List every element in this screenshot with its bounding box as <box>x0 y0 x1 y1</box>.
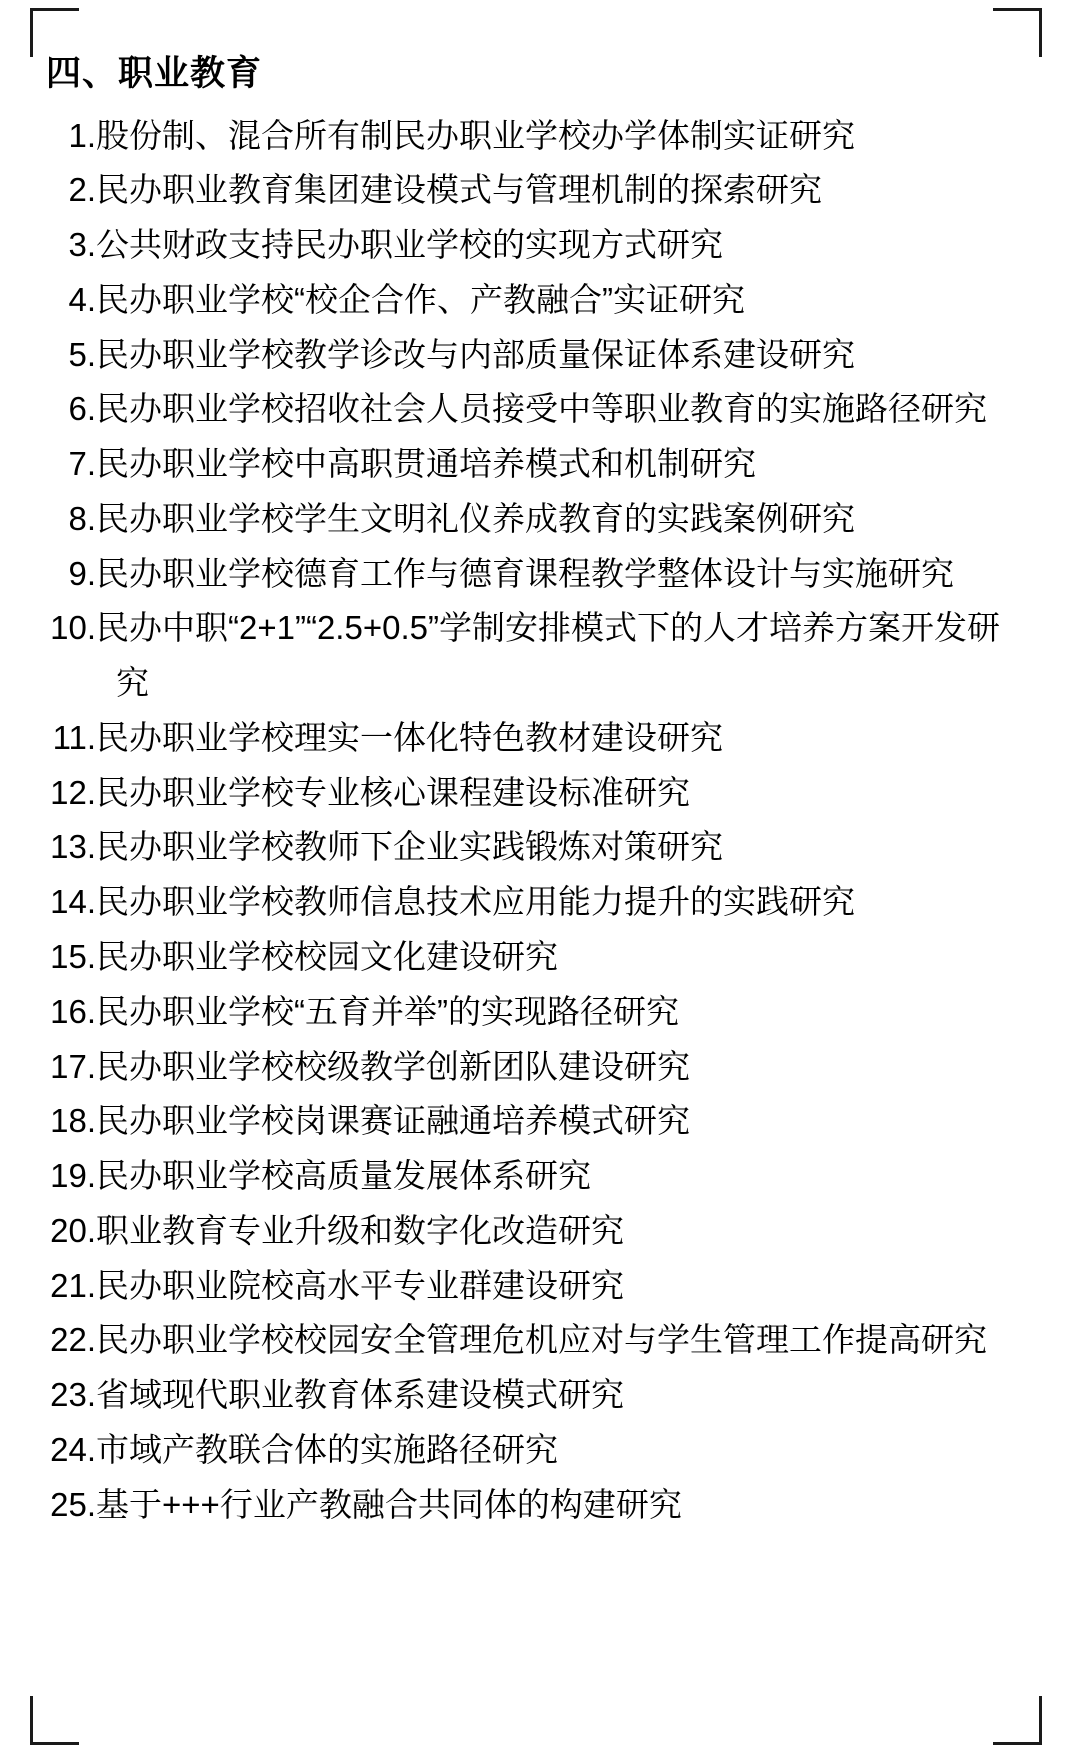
list-item-text: 民办职业学校德育工作与德育课程教学整体设计与实施研究 <box>96 554 954 592</box>
list-item-number: 11. <box>52 718 96 756</box>
list-item-number: 25. <box>50 1485 96 1523</box>
list-item <box>44 1313 1054 1368</box>
list-item-text: 职业教育专业升级和数字化改造研究 <box>96 1211 624 1249</box>
list-item-number: 16. <box>50 992 96 1030</box>
list-item-text: 民办职业学校校园安全管理危机应对与学生管理工作提高研究 <box>96 1321 987 1359</box>
list-item-number: 3. <box>68 226 96 264</box>
list-item-text: 民办职业学校“五育并举”的实现路径研究 <box>96 992 679 1030</box>
list-item-number: 12. <box>50 773 96 811</box>
list-item-number: 9. <box>68 554 96 592</box>
list-item-number: 20. <box>50 1211 96 1249</box>
list-item-text: 民办职业院校高水平专业群建设研究 <box>96 1266 624 1304</box>
list-item-number: 4. <box>68 280 96 318</box>
list-item-number: 22. <box>50 1321 96 1359</box>
crop-mark-bottom-left <box>30 1696 79 1745</box>
list-item-number: 19. <box>50 1157 96 1195</box>
list-item-text: 民办职业教育集团建设模式与管理机制的探索研究 <box>96 171 822 209</box>
list-item-number: 2. <box>68 171 96 209</box>
list-item-number: 5. <box>68 335 96 373</box>
list-item <box>44 328 1054 383</box>
list-item-number: 14. <box>50 883 96 921</box>
list-item-number: 6. <box>68 390 96 428</box>
list-item <box>44 437 1054 492</box>
list-item-text: 民办职业学校“校企合作、产教融合”实证研究 <box>96 280 745 318</box>
list-item-text: 民办职业学校高质量发展体系研究 <box>96 1157 591 1195</box>
list-item <box>44 218 1054 273</box>
list-item-text: 民办职业学校教师下企业实践锻炼对策研究 <box>96 828 723 866</box>
list-item-number: 13. <box>50 828 96 866</box>
list-item <box>44 711 1054 766</box>
list-item-wrapped-text: 究 <box>116 664 149 702</box>
document-content <box>44 48 1054 1532</box>
list-item-text: 省域现代职业教育体系建设模式研究 <box>96 1376 624 1414</box>
list-item-text: 民办中职“2+1”“2.5+0.5”学制安排模式下的人才培养方案开发研 <box>96 609 1000 647</box>
list-item <box>44 1423 1054 1478</box>
list-item-text: 民办职业学校岗课赛证融通培养模式研究 <box>96 1102 690 1140</box>
list-item-text: 市域产教联合体的实施路径研究 <box>96 1430 558 1468</box>
list-item-text: 民办职业学校教学诊改与内部质量保证体系建设研究 <box>96 335 855 373</box>
list-item-text: 公共财政支持民办职业学校的实现方式研究 <box>96 226 723 264</box>
list-item-number: 18. <box>50 1102 96 1140</box>
list-item-text: 民办职业学校中高职贯通培养模式和机制研究 <box>96 445 756 483</box>
list-item-text: 民办职业学校校园文化建设研究 <box>96 937 558 975</box>
list-item-number: 10. <box>50 609 96 647</box>
list-item <box>44 875 1054 930</box>
list-item <box>44 985 1054 1040</box>
list-item-number: 1. <box>68 116 96 154</box>
list-item <box>44 1149 1054 1204</box>
list-item <box>44 109 1054 164</box>
list-item-text: 民办职业学校学生文明礼仪养成教育的实践案例研究 <box>96 499 855 537</box>
list-item <box>44 1478 1054 1533</box>
list-item <box>44 163 1054 218</box>
list-item <box>44 820 1054 875</box>
list-item <box>44 1368 1054 1423</box>
list-item <box>44 930 1054 985</box>
list-item-text: 民办职业学校招收社会人员接受中等职业教育的实施路径研究 <box>96 390 987 428</box>
list-item <box>44 492 1054 547</box>
list-item <box>44 1040 1054 1095</box>
list-item <box>44 1204 1054 1259</box>
crop-mark-bottom-right <box>993 1696 1042 1745</box>
list-item <box>44 382 1054 437</box>
list-item-text: 民办职业学校校级教学创新团队建设研究 <box>96 1047 690 1085</box>
list-item-number: 24. <box>50 1430 96 1468</box>
list-item <box>44 547 1054 602</box>
list-item-text: 民办职业学校教师信息技术应用能力提升的实践研究 <box>96 883 855 921</box>
list-item <box>44 1094 1054 1149</box>
list-item-number: 23. <box>50 1376 96 1414</box>
list-item <box>44 273 1054 328</box>
section-heading: 四、职业教育 <box>46 54 263 93</box>
list-item-number: 21. <box>50 1266 96 1304</box>
list-item-text: 民办职业学校专业核心课程建设标准研究 <box>96 773 690 811</box>
list-item-text: 民办职业学校理实一体化特色教材建设研究 <box>96 718 723 756</box>
list-item-number: 7. <box>68 445 96 483</box>
list-item <box>44 1259 1054 1314</box>
list-item-number: 15. <box>50 937 96 975</box>
list-item-number: 8. <box>68 499 96 537</box>
topic-list <box>44 109 1054 1533</box>
list-item <box>44 766 1054 821</box>
list-item-text: 股份制、混合所有制民办职业学校办学体制实证研究 <box>96 116 855 154</box>
list-item-text: 基于+++行业产教融合共同体的构建研究 <box>96 1485 682 1523</box>
list-item-number: 17. <box>50 1047 96 1085</box>
list-item <box>44 601 1054 711</box>
